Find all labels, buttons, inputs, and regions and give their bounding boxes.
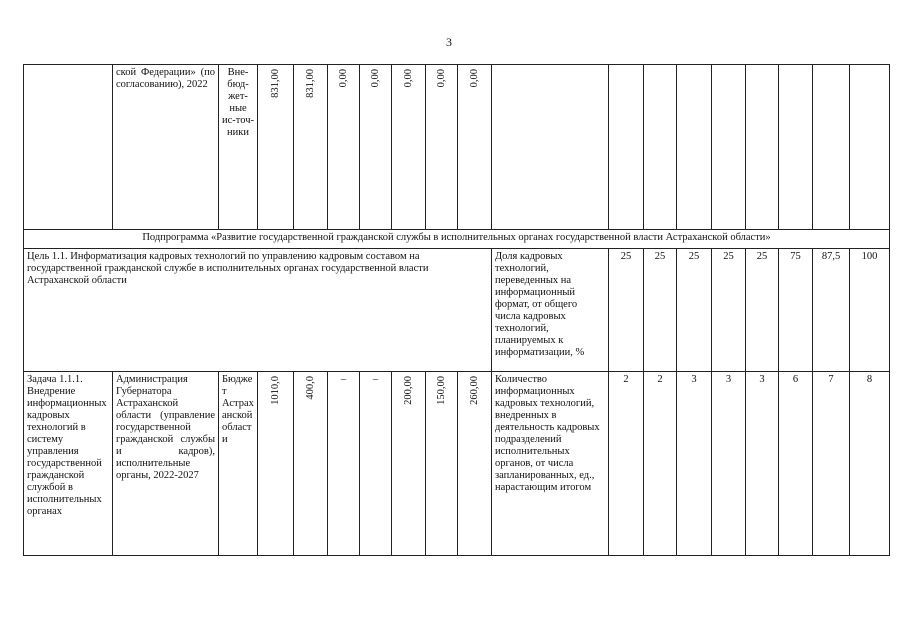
amount-cell: 260,00 — [468, 376, 480, 405]
value-cell: 25 — [746, 249, 779, 372]
amount-cell: 150,00 — [435, 376, 447, 405]
table-row — [24, 372, 890, 556]
task-cell: Задача 1.1.1. Внедрение информационных кадровых технологий в систему управления государственной гражданской службой в исполнительных органах — [24, 372, 113, 556]
funding-source-cell: Вне-бюд-жет-ные ис-точ-ники — [219, 65, 258, 230]
amount-cell: 831,00 — [304, 69, 316, 98]
goal-cell: Цель 1.1. Информатизация кадровых технологий по управлению кадровым составом на государственной гражданской службе в исполнительных органах государственной власти Астраханской области — [24, 249, 492, 372]
indicator-cell: Количество информационных кадровых технологий, внедренных в деятельность кадровых подразделений исполнительных органов, от числа запланированных, ед., нарастающим итогом — [492, 372, 609, 556]
value-cell: 2 — [644, 372, 677, 556]
value-cell: 8 — [850, 372, 890, 556]
amount-cell: 0,00 — [468, 69, 480, 88]
amount-cell: 0,00 — [402, 69, 414, 88]
amount-cell: 200,00 — [402, 376, 414, 405]
empty-cell — [24, 65, 113, 230]
subprogram-title: Подпрограмма «Развитие государственной гражданской службы в исполнительных органах государственной власти Астраханской области» — [24, 230, 890, 249]
value-cell: 25 — [712, 249, 746, 372]
program-table — [23, 64, 890, 556]
table-row — [24, 230, 890, 249]
value-cell: 3 — [746, 372, 779, 556]
page-number: 3 — [446, 35, 452, 49]
value-cell: 3 — [712, 372, 746, 556]
value-cell: 3 — [677, 372, 712, 556]
value-cell: 6 — [779, 372, 813, 556]
table-row — [24, 249, 890, 372]
table-row — [24, 65, 890, 230]
amount-cell: 1010,0 — [269, 376, 281, 405]
value-cell: 7 — [813, 372, 850, 556]
amount-cell: 0,00 — [369, 69, 381, 88]
executor-cell: Администрация Губернатора Астраханской области (управление государственной гражданской службы и кадров), исполнительные органы, 2022-2027 — [113, 372, 219, 556]
value-cell: 25 — [644, 249, 677, 372]
value-cell: 87,5 — [813, 249, 850, 372]
indicator-cell — [492, 65, 609, 230]
funding-source-cell: Бюджет Астраханской области — [219, 372, 258, 556]
executor-cell: ской Федерации» (по согласованию), 2022 — [113, 65, 219, 230]
amount-cell: – — [360, 372, 392, 556]
value-cell: 25 — [677, 249, 712, 372]
amount-cell: 831,00 — [269, 69, 281, 98]
value-cell: 75 — [779, 249, 813, 372]
amount-cell: – — [328, 372, 360, 556]
value-cell: 25 — [609, 249, 644, 372]
amount-cell: 0,00 — [337, 69, 349, 88]
amount-cell: 0,00 — [435, 69, 447, 88]
value-cell: 100 — [850, 249, 890, 372]
indicator-cell: Доля кадровых технологий, переведенных на информационный формат, от общего числа кадровых технологий, планируемых к информатизации, % — [492, 249, 609, 372]
amount-cell: 400,0 — [304, 376, 316, 400]
value-cell: 2 — [609, 372, 644, 556]
